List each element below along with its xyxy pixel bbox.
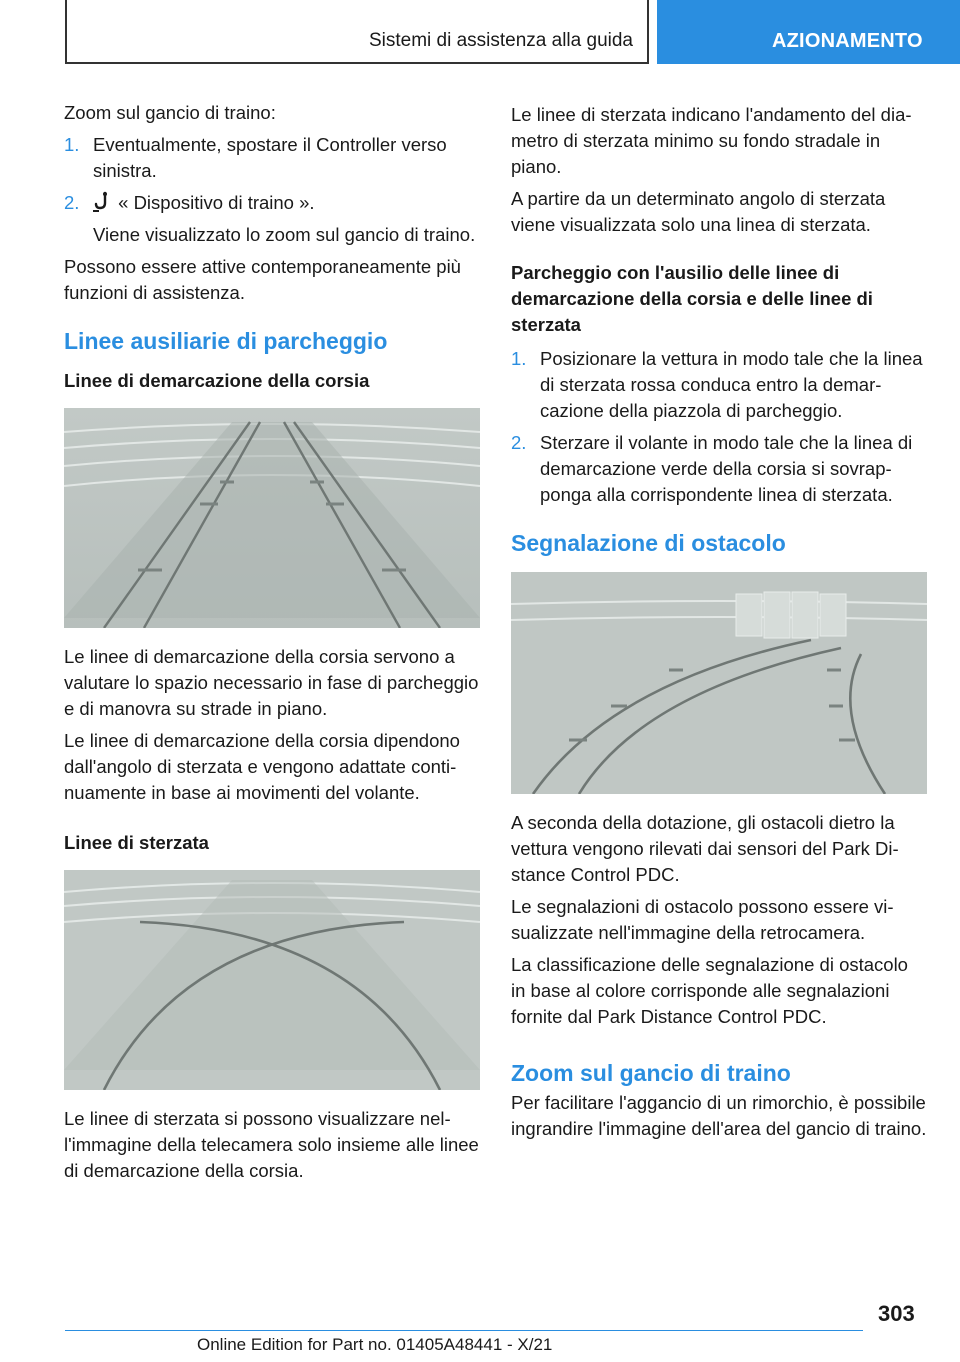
subheading-lane-lines: Linee di demarcazione della corsia: [64, 370, 370, 391]
section-heading-tow-zoom: Zoom sul gancio di traino: [511, 1060, 791, 1086]
obstacle-text-2: Le segnalazioni di ostacolo possono essere visualizzate nell'immagine della retrocamera.: [511, 896, 894, 943]
parking-step-1: [511, 346, 927, 424]
steering-text-3: A partire da un determinato angolo di sterzata viene visualizzata solo una linea di sterzata.: [511, 188, 886, 235]
left-column: [64, 100, 480, 1190]
tow-zoom-steps: [64, 132, 480, 248]
section-heading-parking-lines: Linee ausiliarie di parcheggio: [64, 328, 388, 354]
tow-hook-icon: [93, 191, 113, 213]
lane-text-2: Le linee di demarcazione della corsia dipendono dall'angolo di sterzata e vengono adattate continuamente in base ai movimenti del volante.: [64, 730, 460, 803]
subheading-parking-with-lines: Parcheggio con l'ausilio delle linee di demarcazione della corsia e delle linee di sterzata: [511, 262, 873, 335]
page-number: 303: [878, 1301, 915, 1326]
steering-text-2: Le linee di sterzata indicano l'andamento del diametro di sterzata minimo su fondo stradale in piano.: [511, 104, 912, 177]
step-number: 2.: [64, 192, 80, 213]
multi-functions-text: Possono essere attive contemporaneamente più funzioni di assistenza.: [64, 256, 461, 303]
footer-divider: [65, 1330, 863, 1331]
steering-text-1: Le linee di sterzata si possono visualizzare nell'immagine della telecamera solo insieme alle linee di demarcazione della corsia.: [64, 1108, 479, 1181]
right-column: [511, 102, 927, 1148]
step-text: Sterzare il volante in modo tale che la linea di demarcazione verde della corsia si sovrapponga alla corrispondente linea di sterzata.: [540, 432, 913, 505]
lane-lines-image: [64, 408, 480, 628]
lane-lines-figure: [64, 408, 480, 628]
step-number: 2.: [511, 432, 527, 453]
section-heading-obstacle: Segnalazione di ostacolo: [511, 530, 786, 556]
obstacle-text-3: La classificazione delle segnalazione di ostacolo in base al colore corrisponde alle segnalazioni fornite dal Park Distance Control PDC.: [511, 954, 908, 1027]
steering-lines-image: [64, 870, 480, 1090]
step-text: Eventualmente, spostare il Controller verso sinistra.: [93, 134, 447, 181]
header-section-title: Sistemi di assistenza alla guida: [368, 30, 633, 51]
step-text: « Dispositivo di traino ».: [118, 192, 315, 213]
parking-step-2: [511, 430, 927, 508]
header-chapter-title: AZIONAMENTO: [772, 30, 923, 52]
intro-text: Zoom sul gancio di traino:: [64, 102, 276, 123]
footer-edition: Online Edition for Part no. 01405A48441 - X/21: [197, 1335, 553, 1354]
steering-lines-figure: [64, 870, 480, 1090]
tow-zoom-text: Per facilitare l'aggancio di un rimorchio, è possibile ingrandire l'immagine dell'area del gancio di traino.: [511, 1092, 927, 1139]
subheading-steering-lines: Linee di sterzata: [64, 832, 209, 853]
step-number: 1.: [64, 134, 80, 155]
header-section-box: [65, 0, 649, 64]
step-text: Posizionare la vettura in modo tale che la linea di sterzata rossa conduca entro la demarcazione della piazzola di parcheggio.: [540, 348, 923, 421]
step-1: [64, 132, 480, 184]
lane-text-1: Le linee di demarcazione della corsia servono a valutare lo spazio necessario in fase di parcheggio e di manovra su strade in piano.: [64, 646, 479, 719]
step-number: 1.: [511, 348, 527, 369]
obstacle-figure: [511, 572, 927, 794]
step-2-result: Viene visualizzato lo zoom sul gancio di traino.: [93, 224, 476, 245]
step-2: [64, 190, 480, 216]
header-chapter-tab: [657, 0, 960, 64]
parking-steps: [511, 346, 927, 508]
obstacle-image: [511, 572, 927, 794]
obstacle-text-1: A seconda della dotazione, gli ostacoli dietro la vettura vengono rilevati dai sensori del Park Distance Control PDC.: [511, 812, 899, 885]
